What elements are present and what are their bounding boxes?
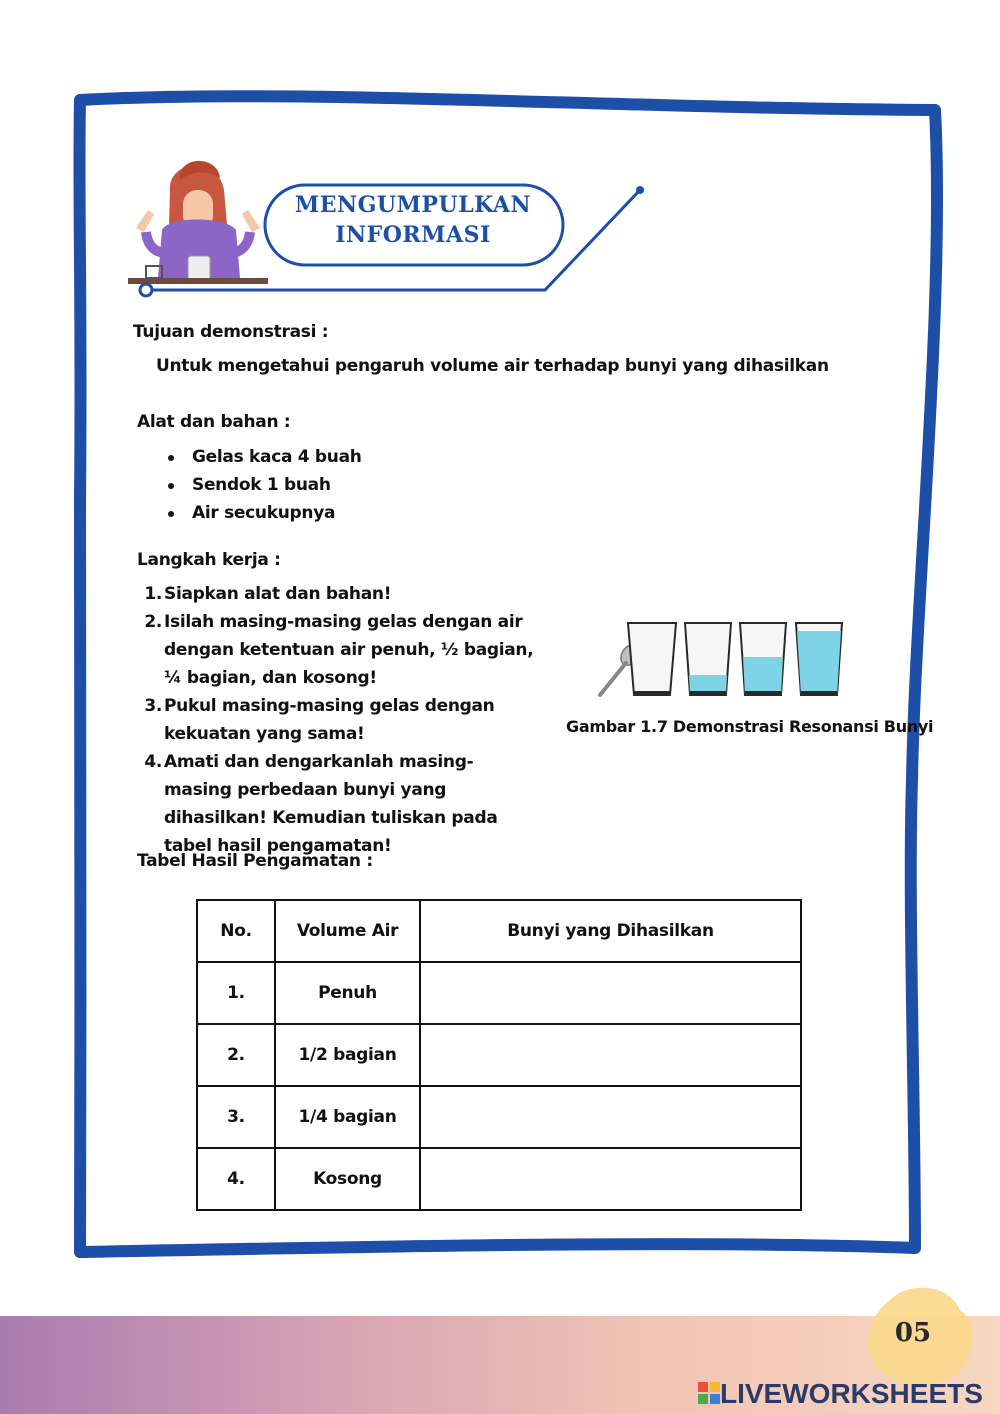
table-row [197, 1148, 801, 1210]
table-header-row [197, 900, 801, 962]
volume-cell: 1/4 bagian [275, 1086, 420, 1148]
page-title [268, 190, 558, 250]
brand-name: LIVEWORKSHEETS [720, 1378, 983, 1409]
column-header: Volume Air [275, 900, 420, 962]
figure-caption: Gambar 1.7 Demonstrasi Resonansi Bunyi [566, 717, 934, 736]
row-number: 1. [197, 962, 275, 1024]
sound-answer-cell[interactable] [420, 1148, 801, 1210]
column-header: No. [197, 900, 275, 962]
step-number: 1. [144, 584, 162, 604]
purpose-label: Tujuan demonstrasi : [133, 322, 329, 342]
list-item [144, 692, 534, 748]
glasses-figure [590, 615, 850, 705]
row-number: 4. [197, 1148, 275, 1210]
volume-cell: Kosong [275, 1148, 420, 1210]
step-text: Siapkan alat dan bahan! [164, 584, 392, 604]
step-number: 2. [144, 612, 162, 632]
tools-label: Alat dan bahan : [137, 412, 291, 432]
page-title-line2: INFORMASI [335, 222, 491, 248]
observation-table [196, 899, 802, 1211]
step-text: Pukul masing-masing gelas dengan kekuatan yang sama! [164, 696, 495, 744]
step-number: 3. [144, 696, 162, 716]
volume-cell: 1/2 bagian [275, 1024, 420, 1086]
sound-answer-cell[interactable] [420, 962, 801, 1024]
step-number: 4. [144, 752, 162, 772]
table-row [197, 1086, 801, 1148]
sound-answer-cell[interactable] [420, 1024, 801, 1086]
liveworksheets-logo-icon [698, 1382, 720, 1404]
volume-cell: Penuh [275, 962, 420, 1024]
list-item [144, 608, 534, 692]
list-item: Air secukupnya [164, 499, 362, 527]
list-item: Sendok 1 buah [164, 471, 362, 499]
steps-list [144, 580, 534, 860]
step-text: Amati dan dengarkanlah masing-masing perbedaan bunyi yang dihasilkan! Kemudian tuliskan pada tabel hasil pengamatan! [164, 752, 498, 856]
steps-label: Langkah kerja : [137, 550, 281, 570]
list-item: Gelas kaca 4 buah [164, 443, 362, 471]
row-number: 2. [197, 1024, 275, 1086]
table-row [197, 1024, 801, 1086]
list-item [144, 580, 534, 608]
page-title-line1: MENGUMPULKAN [294, 192, 532, 218]
table-row [197, 962, 801, 1024]
page-number: 05 [894, 1318, 932, 1348]
row-number: 3. [197, 1086, 275, 1148]
purpose-text: Untuk mengetahui pengaruh volume air terhadap bunyi yang dihasilkan [156, 356, 829, 376]
tools-list [164, 443, 362, 527]
step-text: Isilah masing-masing gelas dengan air dengan ketentuan air penuh, ½ bagian, ¼ bagian, dan kosong! [164, 612, 534, 688]
list-item [144, 748, 534, 860]
sound-answer-cell[interactable] [420, 1086, 801, 1148]
column-header: Bunyi yang Dihasilkan [420, 900, 801, 962]
table-label: Tabel Hasil Pengamatan : [137, 851, 373, 871]
